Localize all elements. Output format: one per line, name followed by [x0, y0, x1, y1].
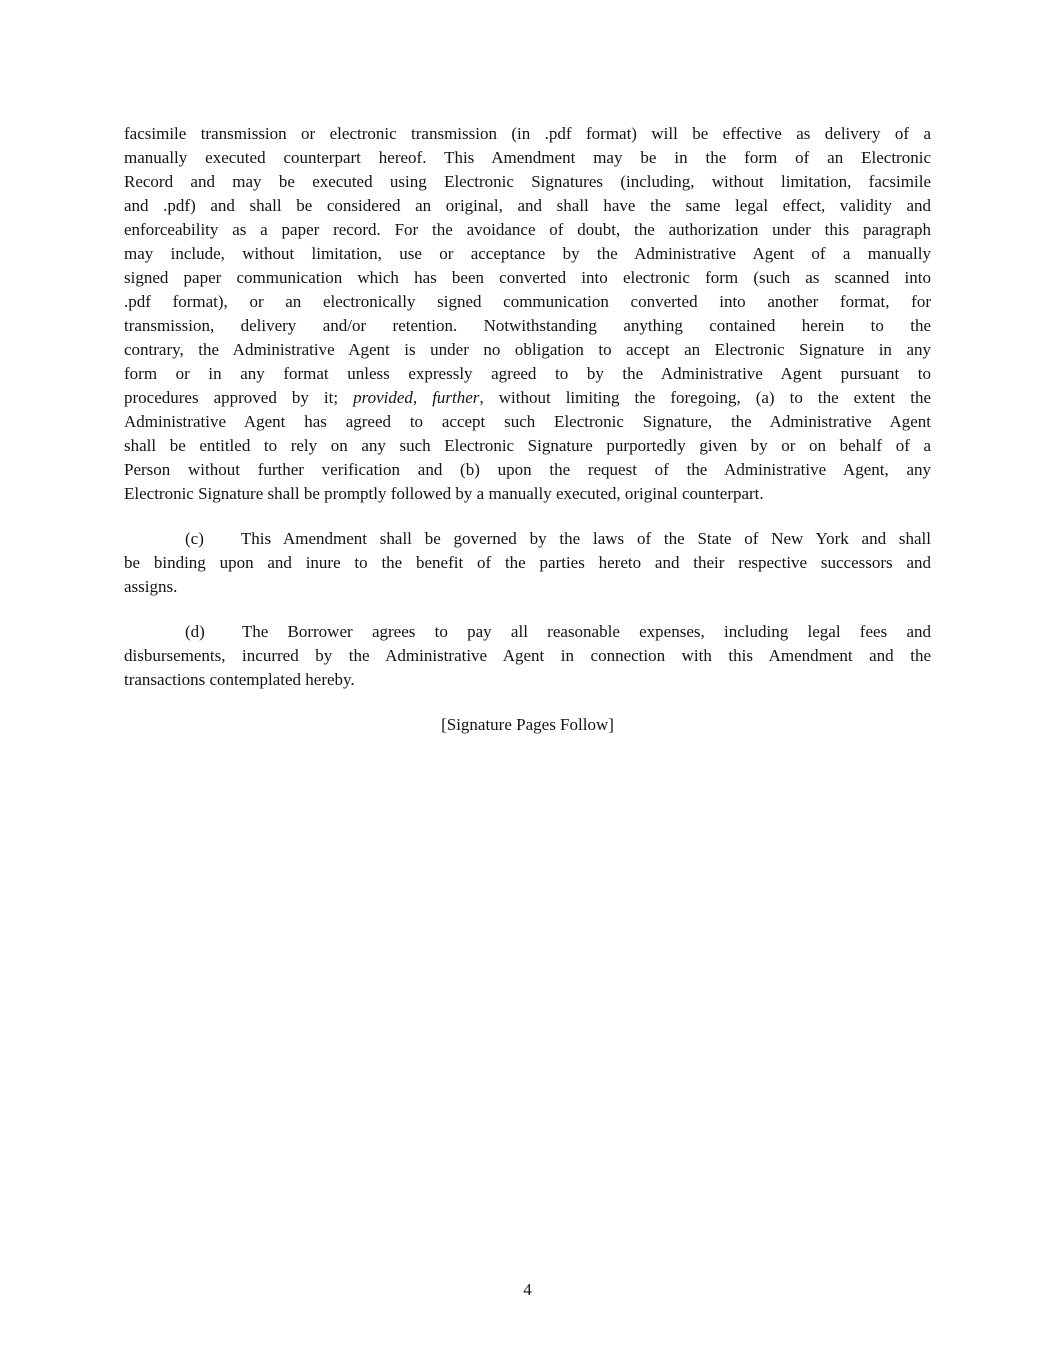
text-line [124, 170, 931, 194]
text-line [124, 482, 931, 506]
text-line [124, 620, 931, 644]
paragraph-clause-c [124, 527, 931, 599]
text-line [124, 575, 931, 599]
text-line [124, 122, 931, 146]
text-segment: enforceability as a paper record. For the avoidance of doubt, the authorization under this paragraph [124, 220, 931, 239]
text-line [124, 644, 931, 668]
text-segment: Electronic Signature shall be promptly followed by a manually executed, original counterpart. [124, 484, 764, 503]
text-line [124, 338, 931, 362]
text-segment: Record and may be executed using Electronic Signatures (including, without limitation, facsimile [124, 172, 931, 191]
text-segment: .pdf format), or an electronically signed communication converted into another format, for [124, 292, 931, 311]
signature-pages-note: [Signature Pages Follow] [441, 715, 614, 734]
text-segment: contrary, the Administrative Agent is under no obligation to accept an Electronic Signature in any [124, 340, 931, 359]
text-segment: The Borrower agrees to pay all reasonable expenses, including legal fees and [241, 622, 931, 641]
text-line [124, 362, 931, 386]
text-segment: manually executed counterpart hereof. This Amendment may be in the form of an Electronic [124, 148, 931, 167]
text-line [124, 551, 931, 575]
text-segment: , [412, 388, 433, 407]
text-segment: signed paper communication which has been converted into electronic form (such as scanned into [124, 268, 931, 287]
tab-spacer [205, 636, 242, 637]
text-line [124, 527, 931, 551]
text-line [124, 458, 931, 482]
text-line [124, 410, 931, 434]
text-segment: disbursements, incurred by the Administrative Agent in connection with this Amendment and the [124, 646, 931, 665]
text-line [124, 668, 931, 692]
text-line [124, 242, 931, 266]
text-line [124, 290, 931, 314]
text-segment: facsimile transmission or electronic transmission (in .pdf format) will be effective as delivery of a [124, 124, 931, 143]
text-segment: This Amendment shall be governed by the laws of the State of New York and shall [240, 529, 931, 548]
text-line [124, 194, 931, 218]
text-line [124, 146, 931, 170]
paragraph-clause-d [124, 620, 931, 692]
text-segment: be binding upon and inure to the benefit of the parties hereto and their respective successors and [124, 553, 931, 572]
text-segment: Administrative Agent has agreed to accept such Electronic Signature, the Administrative Agent [124, 412, 931, 431]
text-segment: procedures approved by it; [124, 388, 354, 407]
tab-spacer [204, 543, 241, 544]
text-segment: transmission, delivery and/or retention. Notwithstanding anything contained herein to the [124, 316, 931, 335]
text-segment: and .pdf) and shall be considered an original, and shall have the same legal effect, validity and [124, 196, 931, 215]
text-segment: (c) [185, 529, 204, 548]
text-line [124, 266, 931, 290]
paragraph-continuation [124, 122, 931, 506]
text-segment: may include, without limitation, use or acceptance by the Administrative Agent of a manually [124, 244, 931, 263]
text-segment: shall be entitled to rely on any such Electronic Signature purportedly given by or on behalf of a [124, 436, 931, 455]
text-segment: , without limiting the foregoing, (a) to the extent the [479, 388, 931, 407]
text-segment: Person without further verification and (b) upon the request of the Administrative Agent, any [124, 460, 931, 479]
text-segment: form or in any format unless expressly agreed to by the Administrative Agent pursuant to [124, 364, 931, 383]
italic-text-segment: provided [353, 388, 413, 407]
italic-text-segment: further [432, 388, 480, 407]
text-line [124, 314, 931, 338]
text-segment: assigns. [124, 577, 178, 596]
text-segment: transactions contemplated hereby. [124, 670, 355, 689]
text-line [124, 434, 931, 458]
text-line [124, 218, 931, 242]
text-line [124, 386, 931, 410]
text-segment: (d) [185, 622, 205, 641]
document-body [124, 122, 931, 737]
page-number: 4 [523, 1280, 532, 1299]
